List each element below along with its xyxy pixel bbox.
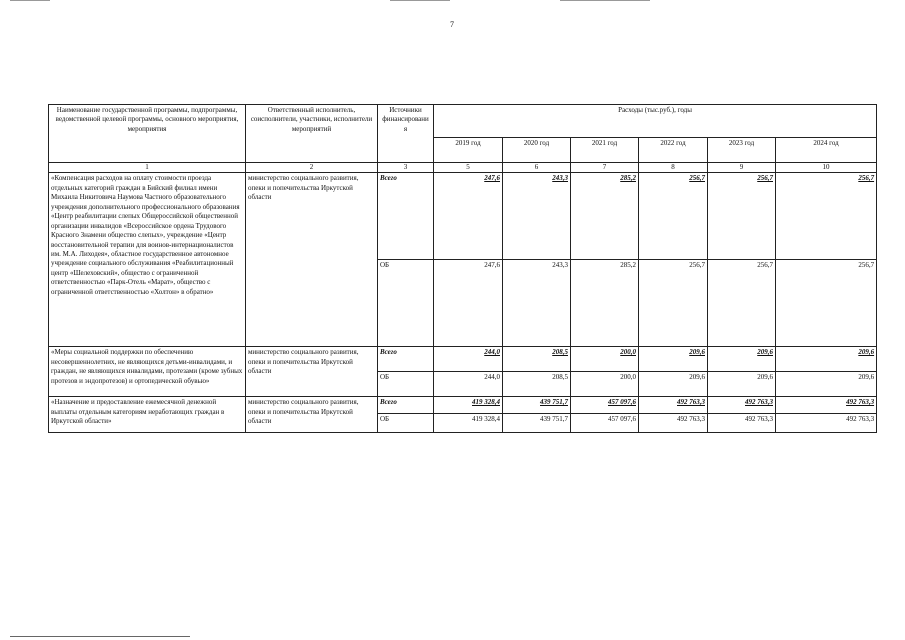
- value-cell: 256,7: [639, 260, 708, 347]
- value-cell: 244,0: [434, 372, 503, 397]
- value-cell: 209,6: [776, 347, 877, 372]
- source-label: Всего: [380, 398, 397, 407]
- source-total: [378, 347, 434, 372]
- header-name: Наименование государственной программы, подпрограммы, ведомственной целевой программы, основного мероприятия, мероприятия: [49, 105, 246, 163]
- value-cell: 256,7: [776, 173, 877, 260]
- measure-name: «Компенсация расходов на оплату стоимости проезда отдельных категорий граждан в Бийский филиал имени Михаила Никитовича Наумова Частного образовательного учреждения дополнительного профессионального образования «Центр реабилитации слепых Общероссийской общественной организации инвалидов «Всероссийское ордена Трудового Красного Знамени общество слепых», учреждение «Центр восстановительной терапии для воинов-интернационалистов им. М.А. Лиходея», областное государственное автономное учреждение социального обслуживания «Реабилитационный центр «Шелеховский», общество с ограниченной ответственностью «Парк-Отель «Марат», общество с ограниченной ответственностью «Холтон» в обратно»: [49, 173, 246, 347]
- table-row-total: [49, 347, 877, 372]
- source-total: [378, 173, 434, 260]
- header-year: 2022 год: [639, 138, 708, 163]
- header-year: 2023 год: [708, 138, 776, 163]
- value-cell: 208,5: [503, 372, 571, 397]
- value-cell: 256,7: [708, 173, 776, 260]
- column-number: 10: [776, 163, 877, 173]
- value-cell: 200,0: [571, 372, 639, 397]
- scan-artifact-line: [10, 636, 190, 637]
- value-cell: 492 763,3: [639, 414, 708, 433]
- page-number: 7: [450, 20, 454, 29]
- value-cell: 256,7: [708, 260, 776, 347]
- column-number: 5: [434, 163, 503, 173]
- value-cell: 457 097,6: [571, 397, 639, 414]
- scan-artifact-line: [10, 0, 50, 1]
- table-row-total: [49, 173, 877, 260]
- measure-name: «Меры социальной поддержки по обеспечению несовершеннолетних, не являющихся детьми-инвалидами, и граждан, не являющихся инвалидами, протезами (кроме зубных протезов и эндопротезов) и ортопедической обувью»: [49, 347, 246, 397]
- column-numbers-row: [49, 163, 877, 173]
- header-year: 2021 год: [571, 138, 639, 163]
- value-cell: 209,6: [776, 372, 877, 397]
- value-cell: 439 751,7: [503, 397, 571, 414]
- column-number: 6: [503, 163, 571, 173]
- value-cell: 247,6: [434, 173, 503, 260]
- value-cell: 457 097,6: [571, 414, 639, 433]
- header-year: 2024 год: [776, 138, 877, 163]
- header-year: 2019 год: [434, 138, 503, 163]
- scan-artifact-line: [560, 0, 650, 1]
- value-cell: 256,7: [639, 173, 708, 260]
- value-cell: 492 763,3: [708, 397, 776, 414]
- value-cell: 247,6: [434, 260, 503, 347]
- value-cell: 285,2: [571, 260, 639, 347]
- header-row: [49, 105, 877, 138]
- value-cell: 208,5: [503, 347, 571, 372]
- budget-table: [48, 104, 877, 433]
- value-cell: 492 763,3: [776, 414, 877, 433]
- source-ob: ОБ: [378, 260, 434, 347]
- table-row-total: [49, 397, 877, 414]
- source-label: Всего: [380, 348, 397, 357]
- value-cell: 243,3: [503, 173, 571, 260]
- measure-executor: министерство социального развития, опеки и попечительства Иркутской области: [246, 347, 378, 397]
- value-cell: 492 763,3: [708, 414, 776, 433]
- value-cell: 419 328,4: [434, 414, 503, 433]
- source-total: [378, 397, 434, 414]
- value-cell: 285,2: [571, 173, 639, 260]
- source-ob: ОБ: [378, 414, 434, 433]
- measure-name: «Назначение и предоставление ежемесячной денежной выплаты отдельным категориям неработающих граждан в Иркутской области»: [49, 397, 246, 433]
- column-number: 7: [571, 163, 639, 173]
- value-cell: 439 751,7: [503, 414, 571, 433]
- header-year: 2020 год: [503, 138, 571, 163]
- value-cell: 419 328,4: [434, 397, 503, 414]
- value-cell: 209,6: [639, 372, 708, 397]
- value-cell: 492 763,3: [776, 397, 877, 414]
- scan-artifact-line: [390, 0, 450, 1]
- header-executor: Ответственный исполнитель, соисполнители, участники, исполнители мероприятий: [246, 105, 378, 163]
- value-cell: 256,7: [776, 260, 877, 347]
- header-expenses: Расходы (тыс.руб.), годы: [434, 105, 877, 138]
- column-number: 2: [246, 163, 378, 173]
- measure-executor: министерство социального развития, опеки и попечительства Иркутской области: [246, 173, 378, 347]
- column-number: 9: [708, 163, 776, 173]
- value-cell: 209,6: [708, 347, 776, 372]
- column-number: 8: [639, 163, 708, 173]
- value-cell: 209,6: [708, 372, 776, 397]
- value-cell: 244,0: [434, 347, 503, 372]
- source-label: Всего: [380, 174, 397, 183]
- column-number: 3: [378, 163, 434, 173]
- value-cell: 209,6: [639, 347, 708, 372]
- measure-executor: министерство социального развития, опеки и попечительства Иркутской области: [246, 397, 378, 433]
- value-cell: 200,0: [571, 347, 639, 372]
- header-source: Источники финансировани я: [378, 105, 434, 163]
- value-cell: 492 763,3: [639, 397, 708, 414]
- column-number: 1: [49, 163, 246, 173]
- source-ob: ОБ: [378, 372, 434, 397]
- value-cell: 243,3: [503, 260, 571, 347]
